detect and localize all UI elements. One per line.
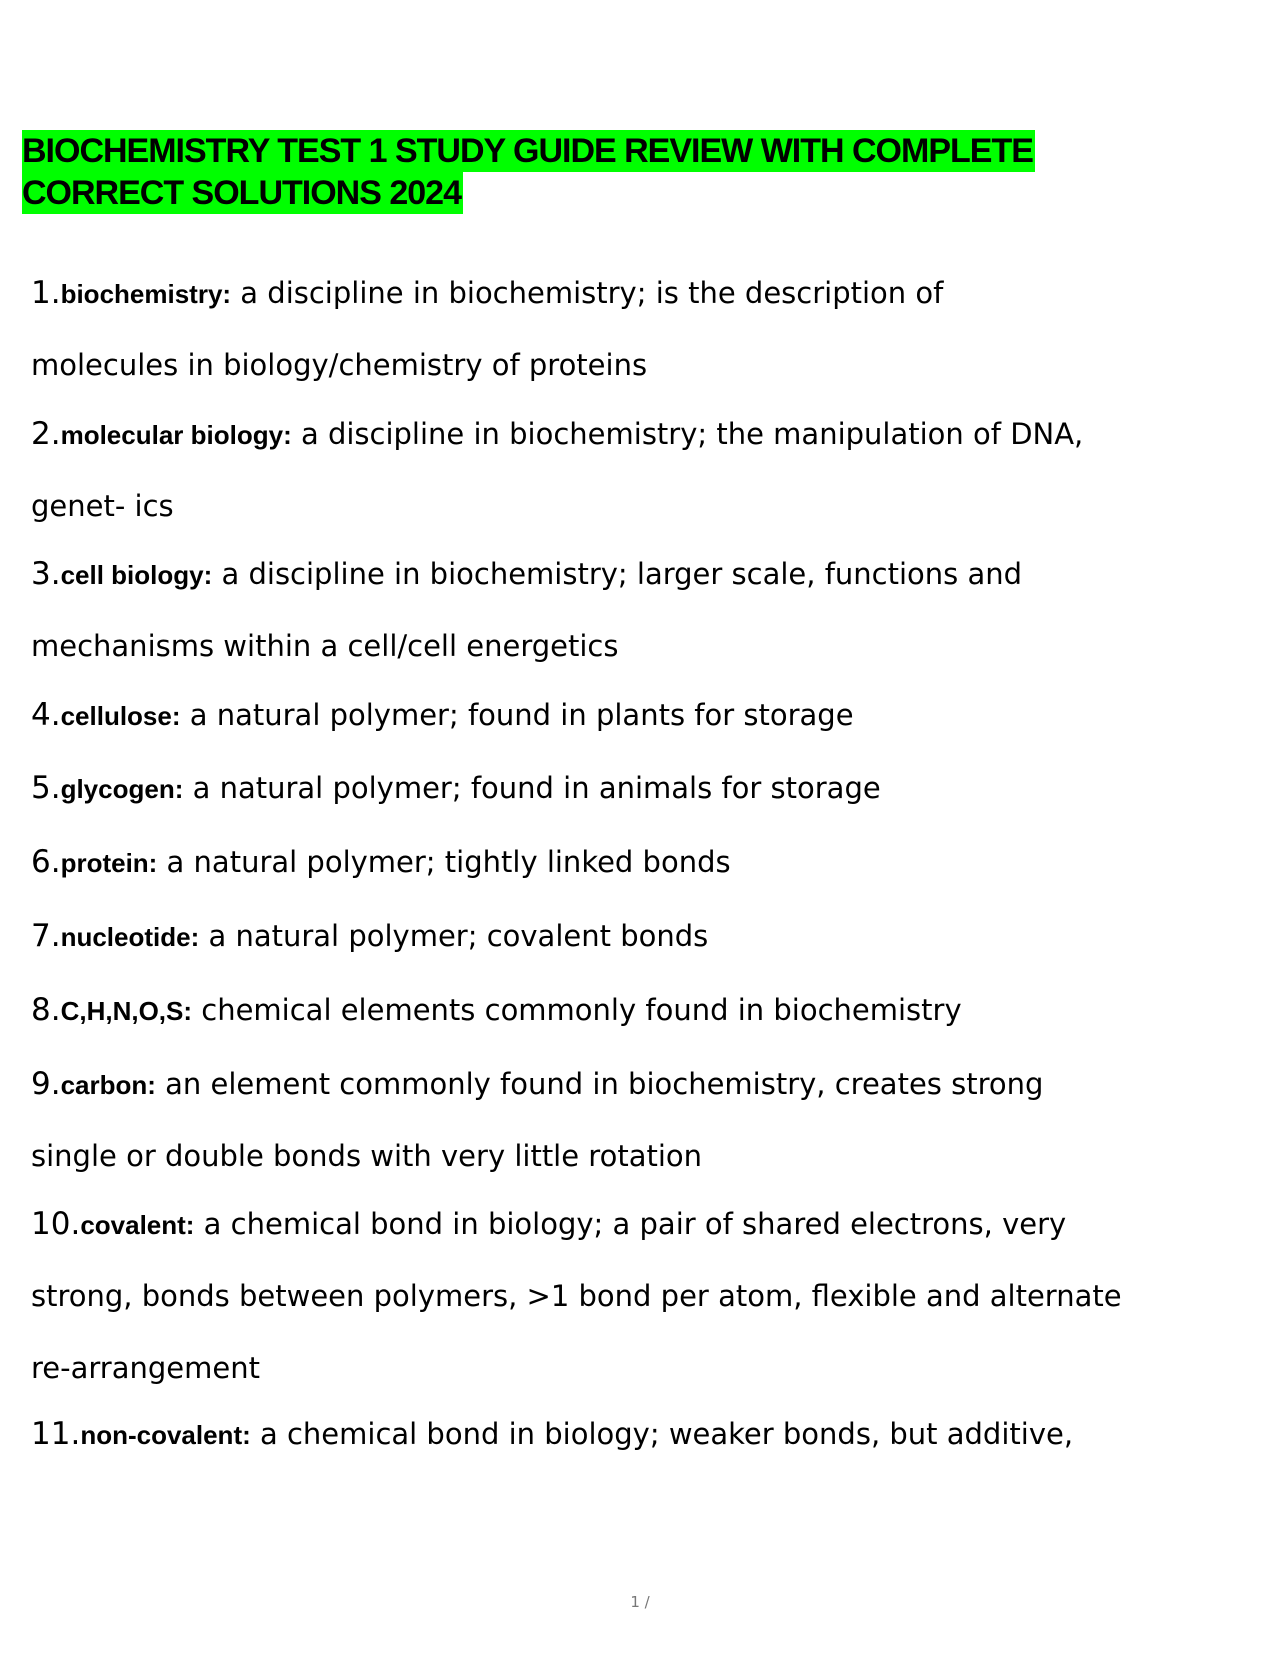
entry-definition: a natural polymer; covalent bonds [199,919,709,953]
entry-definition: a discipline in biochemistry; the manipulation of DNA, [291,417,1084,451]
entry-definition-continued: mechanisms within a cell/cell energetics [31,629,619,663]
entry-definition-continued: re-arrangement [31,1351,260,1385]
entry-number: 8. [31,992,61,1028]
entry-term: C,H,N,O,S: [60,996,193,1026]
entry-number: 11. [31,1416,81,1452]
entry-term: molecular biology: [60,420,292,450]
definition-entry-5 [31,752,1261,824]
entry-term: protein: [60,848,158,878]
document-title [22,130,1242,214]
title-line-2: CORRECT SOLUTIONS 2024 [22,174,461,212]
page-number: 1 / [630,1593,650,1611]
entry-number: 1. [31,275,61,311]
entry-term: cell biology: [60,560,213,590]
definition-entry-7 [31,900,1261,972]
entry-term: covalent: [80,1210,195,1240]
entry-number: 9. [31,1066,61,1102]
entry-number: 4. [31,697,61,733]
entry-definition: a natural polymer; found in plants for storage [180,698,854,732]
entry-term: non-covalent: [80,1420,251,1450]
entry-term: biochemistry: [60,279,232,309]
definition-entry-10 [31,1188,1261,1404]
definition-entry-9 [31,1048,1261,1192]
title-line-1: BIOCHEMISTRY TEST 1 STUDY GUIDE REVIEW WITH COMPLETE [22,132,1033,170]
entry-number: 2. [31,416,61,452]
definition-entry-1 [31,257,1261,401]
definition-entry-2 [31,398,1261,542]
entry-term: carbon: [60,1070,156,1100]
entry-definition: a natural polymer; found in animals for storage [183,771,881,805]
definition-entry-4 [31,679,1261,751]
entry-definition-continued: strong, bonds between polymers, >1 bond per atom, flexible and alternate [31,1279,1122,1313]
entry-number: 3. [31,556,61,592]
entry-definition: a discipline in biochemistry; larger scale, functions and [212,557,1023,591]
entry-number: 5. [31,770,61,806]
entry-definition: a natural polymer; tightly linked bonds [157,845,731,879]
entry-definition: a discipline in biochemistry; is the description of [231,276,944,310]
definition-entry-11 [31,1398,1261,1470]
entry-definition-continued: molecules in biology/chemistry of proteins [31,348,648,382]
entry-definition: an element commonly found in biochemistry, creates strong [155,1067,1044,1101]
definition-entry-3 [31,538,1261,682]
definition-entry-8 [31,974,1261,1046]
entry-definition-continued: single or double bonds with very little rotation [31,1139,703,1173]
entry-term: nucleotide: [60,922,200,952]
entry-number: 7. [31,918,61,954]
entry-definition-continued: genet- ics [31,489,174,523]
entry-number: 6. [31,844,61,880]
entry-term: cellulose: [60,701,181,731]
entry-definition: a chemical bond in biology; a pair of shared electrons, very [194,1207,1067,1241]
entry-definition: chemical elements commonly found in biochemistry [192,993,962,1027]
entry-definition: a chemical bond in biology; weaker bonds, but additive, [250,1417,1074,1451]
entry-term: glycogen: [60,774,184,804]
definition-entry-6 [31,826,1261,898]
entry-number: 10. [31,1206,81,1242]
